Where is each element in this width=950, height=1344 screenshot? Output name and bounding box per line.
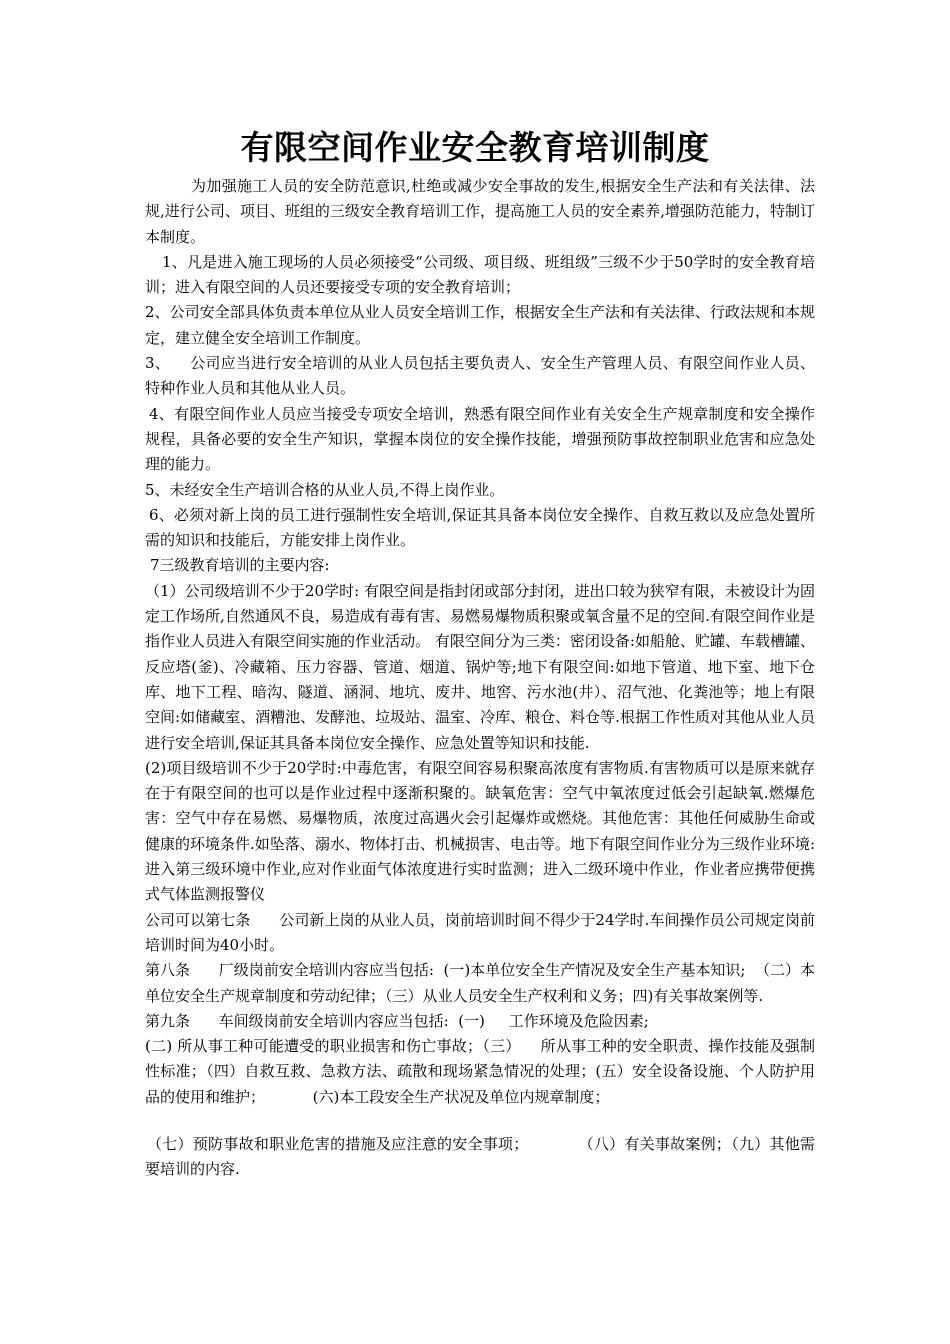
intro-paragraph: 为加强施工人员的安全防范意识,杜绝或减少安全事故的发生,根据安全生产法和有关法律、法规,进行公司、项目、班组的三级安全教育培训工作，提高施工人员的安全素养,增强防范能力，特制订本制度。 (145, 177, 815, 246)
document-title: 有限空间作业安全教育培训制度 (240, 128, 710, 167)
paragraph-gap (145, 1110, 815, 1132)
article-9: 第九条 车间级岗前安全培训内容应当包括: (一) 工作环境及危险因素; (145, 1011, 649, 1030)
clause-2: 2、公司安全部具体负责本单位从业人员安全培训工作，根据安全生产法和有关法律、行政法规和本规定，建立健全安全培训工作制度。 (145, 303, 815, 347)
clause-4: 4、有限空间作业人员应当接受专项安全培训，熟悉有限空间作业有关安全生产规章制度和安全操作规程，具备必要的安全生产知识，掌握本岗位的安全操作技能，增强预防事故控制职业危害和应急处理的能力。 (145, 404, 815, 474)
clause-1: 1、凡是进入施工现场的人员必须接受“公司级、项目级、班组级”三级不少于50学时的安全教育培训；进入有限空间的人员还要接受专项的安全教育培训； (145, 252, 815, 297)
clause-7-heading: 7三级教育培训的主要内容: (150, 556, 330, 575)
article-9-items-continued: （七）预防事故和职业危害的措施及应注意的安全事项； （八）有关事故案例；（九）其他需要培训的内容. (145, 1134, 815, 1179)
clause-3: 3、 公司应当进行安全培训的从业人员包括主要负责人、安全生产管理人员、有限空间作业人员、特种作业人员和其他从业人员。 (145, 354, 815, 398)
clause-6: 6、必须对新上岗的员工进行强制性安全培训,保证其具备本岗位安全操作、自救互救以及应急处置所需的知识和技能后，方能安排上岗作业。 (145, 505, 815, 550)
clause-5: 5、未经安全生产培训合格的从业人员,不得上岗作业。 (145, 480, 505, 499)
article-8: 第八条 厂级岗前安全培训内容应当包括: (一)本单位安全生产情况及安全生产基本知识; （二）本单位安全生产规章制度和劳动纪律；（三）从业人员安全生产权利和义务；四)有关事故案例等. (145, 961, 815, 1005)
article-9-items: (二) 所从事工种可能遭受的职业损害和伤亡事故；（三） 所从事工种的安全职责、操作技能及强制性标准；（四）自救互救、急救方法、疏散和现场紧急情况的处理；(五）安全设备设施、个人防护用品的使用和维护； (六)本工段安全生产状况及单位内规章制度； (145, 1037, 815, 1106)
article-7: 公司可以第七条 公司新上岗的从业人员，岗前培训时间不得少于24学时.车间操作员公司规定岗前培训时间为40小时。 (145, 910, 815, 954)
project-level-training: (2)项目级培训不少于20学时:中毒危害，有限空间容易积聚高浓度有害物质.有害物质可以是原来就存在于有限空间的也可以是作业过程中逐渐积聚的。缺氧危害：空气中氧浓度过低会引起缺氧.燃爆危害：空气中存在易燃、易爆物质，浓度过高遇火会引起爆炸或燃烧。其他危害：其他任何威胁生命或健康的环境条件.如坠落、溺水、物体打击、机械损害、电击等。地下有限空间作业分为三级作业环境:进入第三级环境中作业,应对作业面气体浓度进行实时监测；进入二级环境中作业，作业者应携带便携式气体监测报警仪 (145, 758, 815, 904)
document-body (145, 174, 815, 1183)
company-level-training: （1）公司级培训不少于20学时: 有限空间是指封闭或部分封闭，进出口较为狭窄有限，未被设计为固定工作场所,自然通风不良，易造成有毒有害、易燃易爆物质积聚或氧含量不足的空间.有限空间作业是指作业人员进入有限空间实施的作业活动。 有限空间分为三类：密闭设备:如船舱、贮罐、车载槽罐、反应塔(釜)、冷藏箱、压力容器、管道、烟道、锅炉等;地下有限空间:如地下管道、地下室、地下仓库、地下工程、暗沟、隧道、涵洞、地坑、废井、地窖、污水池(井）、沼气池、化粪池等；地上有限空间:如储藏室、酒糟池、发酵池、垃圾站、温室、冷库、粮仓、料仓等.根据工作性质对其他从业人员进行安全培训,保证其具备本岗位安全操作、应急处置等知识和技能. (145, 581, 815, 752)
